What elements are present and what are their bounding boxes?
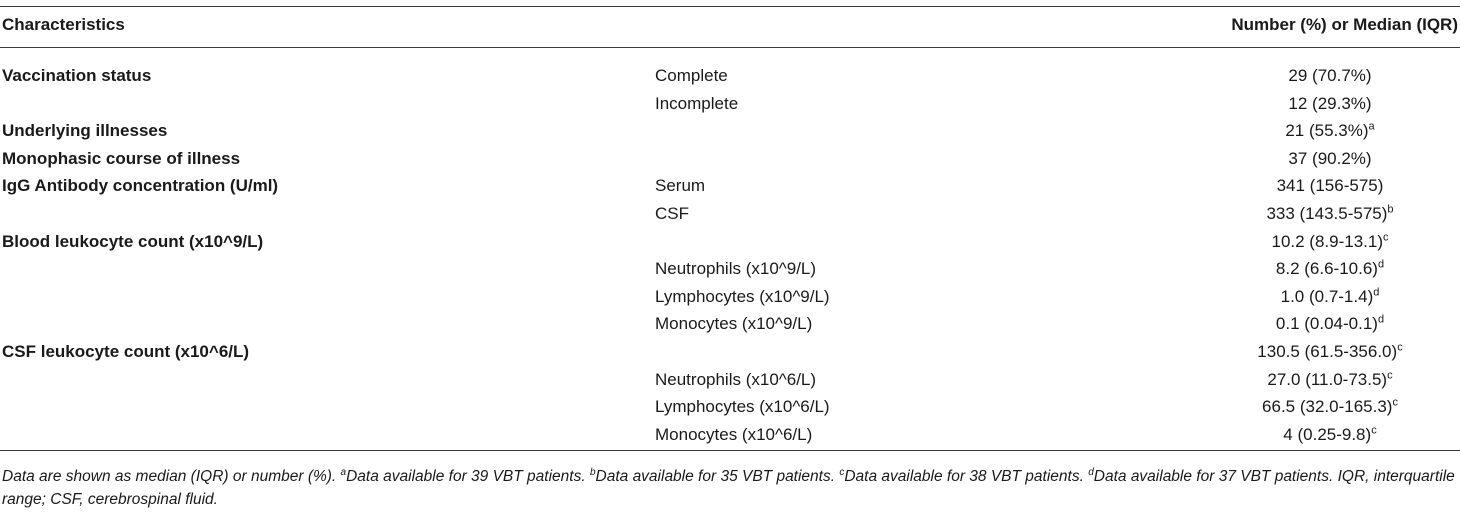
- row-subcategory: CSF: [655, 204, 689, 223]
- row-subcategory: Complete: [655, 66, 728, 85]
- footnote-a-text: Data available for 39 VBT patients.: [346, 468, 590, 485]
- row-value-text: 66.5 (32.0-165.3): [1262, 397, 1393, 417]
- row-value: [1210, 259, 1450, 279]
- footnote-mark-a: a: [340, 466, 347, 478]
- table-row: [0, 421, 1460, 448]
- table-row: [0, 310, 1460, 337]
- table-row: [0, 90, 1460, 117]
- row-value: [1210, 342, 1450, 362]
- table-footnote: [2, 465, 1457, 511]
- row-value: [1210, 314, 1450, 334]
- footnote-mark-c: c: [839, 466, 845, 478]
- row-value-footnote-mark: c: [1387, 368, 1393, 381]
- row-value-text: 333 (143.5-575): [1266, 204, 1388, 223]
- row-characteristic: IgG Antibody concentration (U/ml): [2, 176, 279, 196]
- row-value-footnote-mark: a: [1368, 120, 1375, 133]
- row-value-text: 1.0 (0.7-1.4): [1280, 286, 1374, 306]
- table-row: [0, 228, 1460, 255]
- header-value: Number (%) or Median (IQR): [1231, 15, 1458, 34]
- table-row: [0, 255, 1460, 282]
- table-bottom-rule: [0, 450, 1460, 451]
- row-characteristic: CSF leukocyte count (x10^6/L): [2, 342, 250, 361]
- row-value: [1210, 232, 1450, 252]
- table-row: [0, 200, 1460, 227]
- row-subcategory: Lymphocytes (x10^9/L): [655, 286, 830, 306]
- row-value: [1210, 425, 1450, 445]
- table-row: [0, 338, 1460, 365]
- row-characteristic: Blood leukocyte count (x10^9/L): [2, 231, 264, 251]
- row-characteristic: Underlying illnesses: [2, 121, 168, 141]
- table-header-rule: [0, 47, 1460, 48]
- row-value: [1210, 121, 1450, 141]
- footnote-intro: Data are shown as median (IQR) or number (%).: [2, 468, 341, 485]
- row-subcategory: Incomplete: [655, 93, 739, 113]
- row-value-text: 0.1 (0.04-0.1): [1275, 314, 1378, 334]
- row-value-footnote-mark: c: [1392, 396, 1398, 409]
- row-value: [1210, 176, 1450, 196]
- row-characteristic: Monophasic course of illness: [2, 148, 241, 168]
- row-value-text: 12 (29.3%): [1288, 93, 1372, 113]
- row-value: [1210, 287, 1450, 307]
- row-value-footnote-mark: c: [1397, 341, 1403, 354]
- footnote-mark-d: d: [1088, 466, 1094, 478]
- row-characteristic: Vaccination status: [2, 66, 152, 85]
- row-value-text: 37 (90.2%): [1288, 148, 1372, 168]
- footnote-c-text: Data available for 38 VBT patients.: [844, 468, 1089, 485]
- table-top-rule: [0, 6, 1460, 7]
- row-subcategory: Monocytes (x10^6/L): [655, 424, 813, 444]
- row-value: [1210, 370, 1450, 390]
- row-subcategory: Serum: [655, 176, 706, 196]
- row-value-footnote-mark: c: [1371, 424, 1377, 437]
- row-value-text: 4 (0.25-9.8): [1283, 424, 1372, 444]
- row-value-text: 341 (156-575): [1276, 176, 1384, 196]
- row-value-text: 130.5 (61.5-356.0): [1257, 342, 1398, 361]
- table-row: [0, 62, 1460, 89]
- row-subcategory: Lymphocytes (x10^6/L): [655, 397, 830, 417]
- table-row: [0, 117, 1460, 144]
- row-value-text: 8.2 (6.6-10.6): [1275, 259, 1378, 279]
- footnote-mark-b: b: [589, 466, 596, 478]
- footnote-d-text: Data available for 37 VBT patients. IQR, interquartile range; CSF, cerebrospinal fluid.: [2, 468, 1455, 508]
- row-subcategory: Neutrophils (x10^6/L): [655, 369, 817, 389]
- row-value-footnote-mark: c: [1383, 230, 1389, 243]
- row-value: [1210, 397, 1450, 417]
- row-subcategory: Neutrophils (x10^9/L): [655, 259, 817, 279]
- table-row: [0, 283, 1460, 310]
- table-row: [0, 366, 1460, 393]
- footnote-b-text: Data available for 35 VBT patients.: [595, 468, 840, 485]
- header-characteristics: Characteristics: [2, 15, 125, 34]
- table-row: [0, 145, 1460, 172]
- row-value-footnote-mark: d: [1377, 258, 1385, 271]
- row-value-footnote-mark: d: [1373, 286, 1380, 299]
- row-value: [1210, 204, 1450, 224]
- row-value-footnote-mark: b: [1387, 203, 1394, 216]
- table-row: [0, 172, 1460, 199]
- row-value: [1210, 66, 1450, 86]
- row-value-text: 21 (55.3%): [1285, 121, 1369, 141]
- table-row: [0, 393, 1460, 420]
- row-value-footnote-mark: d: [1377, 313, 1385, 326]
- row-subcategory: Monocytes (x10^9/L): [655, 314, 813, 334]
- row-value-text: 27.0 (11.0-73.5): [1267, 369, 1388, 389]
- row-value: [1210, 149, 1450, 169]
- row-value-text: 29 (70.7%): [1288, 66, 1372, 85]
- row-value-text: 10.2 (8.9-13.1): [1271, 231, 1383, 251]
- row-value: [1210, 94, 1450, 114]
